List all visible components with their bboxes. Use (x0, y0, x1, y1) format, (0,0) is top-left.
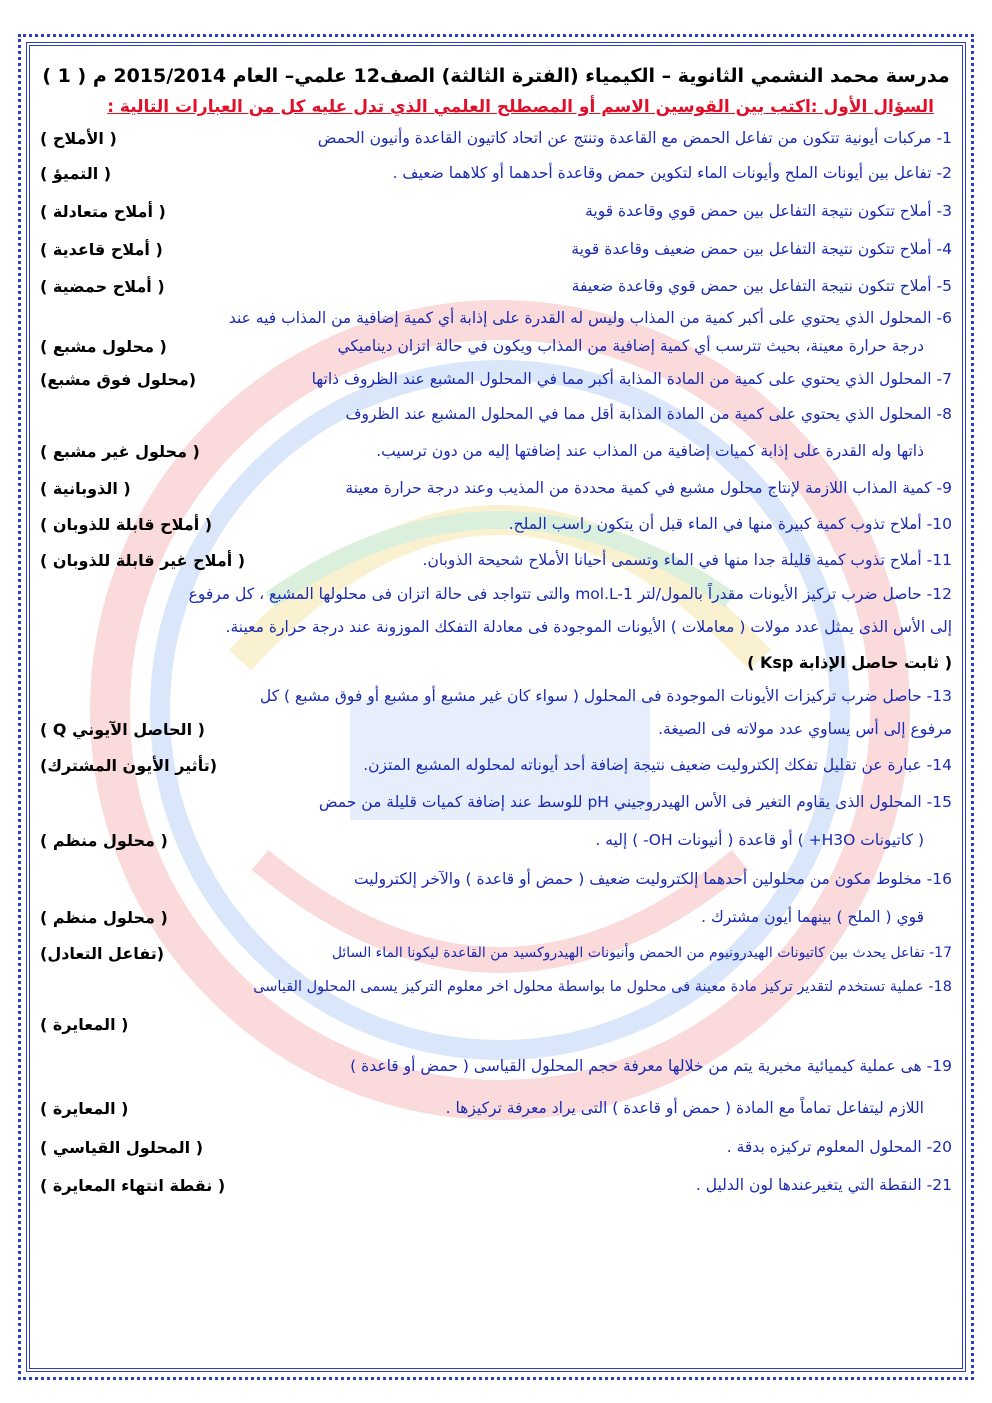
list-item (40, 1166, 952, 1204)
list-item (40, 362, 952, 396)
list-item (40, 506, 952, 542)
item-number: 3- (936, 202, 952, 220)
item-answer: ( أملاح قاعدية ) (40, 239, 163, 259)
list-item (40, 122, 952, 154)
item-number: 8- (936, 405, 952, 423)
page-title: مدرسة محمد النشمي الثانوية – الكيمياء (الفترة الثالثة) الصف12 علمي– العام 2015/2014 م ( 1 ) (42, 65, 950, 87)
list-item (40, 304, 952, 362)
item-answer: ( ثابت حاصل الإذابة Ksp ) (747, 652, 952, 672)
item-answer: ( الحاصل الآيوني Q ) (40, 719, 205, 739)
item-text: مركبات أيونية تتكون من تفاعل الحمض مع القاعدة وتنتج عن اتحاد كاتيون القاعدة وأنيون الحمض (317, 129, 932, 147)
item-number: 20- (926, 1138, 952, 1156)
item-text: أملاح تتكون نتيجة التفاعل بين حمض قوي وقاعدة ضعيفة (571, 277, 932, 295)
item-number: 6- (936, 309, 952, 327)
item-number: 16- (926, 870, 952, 888)
item-number: 21- (926, 1176, 952, 1194)
worksheet (40, 60, 952, 1204)
item-text: قوي ( الملح ) بينهما أيون مشترك . (701, 908, 924, 926)
item-number: 7- (936, 370, 952, 388)
item-text: عملية تستخدم لتقدير تركيز مادة معينة فى محلول ما بواسطة محلول اخر معلوم التركيز يسمى المحلول القياسى (253, 979, 924, 995)
item-answer: ( المحلول القياسي ) (40, 1137, 203, 1157)
item-number: 13- (926, 687, 952, 705)
list-item (40, 192, 952, 230)
item-text: المحلول الذي يحتوي على كمية من المادة المذابة أكبر مما في المحلول المشبع عند الظروف ذاتها (311, 370, 932, 388)
item-answer: ( محلول منظم ) (40, 907, 168, 927)
item-answer: ( أملاح غير قابلة للذوبان ) (40, 550, 246, 570)
list-item (40, 230, 952, 268)
item-text: حاصل ضرب تركيزات الأيونات الموجودة فى المحلول ( سواء كان غير مشبع أو مشبع أو فوق مشبع ) كل (259, 687, 922, 705)
item-answer: (تأثير الأيون المشترك) (40, 755, 218, 775)
item-text: أملاح تذوب كمية قليلة جدا منها في الماء وتسمى أحيانا الأملاح شحيحة الذوبان. (422, 551, 922, 569)
item-text: مرفوع إلى أس يساوي عدد مولاته فى الصيغة. (658, 720, 952, 738)
item-answer: ( محلول غير مشبع ) (40, 441, 200, 461)
item-text: مخلوط مكون من محلولين أحدهما إلكتروليت ضعيف ( حمض أو قاعدة ) والآخر إلكتروليت (353, 870, 922, 888)
item-answer: ( التميؤ ) (40, 163, 112, 183)
item-text: المحلول الذي يحتوي على كمية من المادة المذابة أقل مما في المحلول المشبع عند الظروف (345, 405, 932, 423)
item-number: 14- (926, 756, 952, 774)
item-answer: ( أملاح متعادلة ) (40, 201, 166, 221)
list-item (40, 746, 952, 784)
item-text: إلى الأس الذى يمثل عدد مولات ( معاملات ) الأيونات الموجودة فى معادلة التفكك الموزونة عند درجة حرارة معينة. (225, 618, 952, 636)
item-text: درجة حرارة معينة، بحيث تترسب أي كمية إضافية من المذاب ويكون في حالة اتزان ديناميكي (337, 337, 924, 355)
item-text: أملاح تذوب كمية كبيرة منها في الماء قبل أن يتكون راسب الملح. (508, 515, 922, 533)
item-text: أملاح تتكون نتيجة التفاعل بين حمض قوي وقاعدة قوية (585, 202, 932, 220)
item-text: عبارة عن تقليل تفكك إلكتروليت ضعيف نتيجة إضافة أحد أيوناته لمحلوله المشبع المتزن. (363, 756, 922, 774)
list-item (40, 1044, 952, 1128)
item-answer: ( نقطة انتهاء المعايرة ) (40, 1175, 226, 1195)
item-number: 2- (936, 164, 952, 182)
item-text: هى عملية كيميائية مخبرية يتم من خلالها معرفة حجم المحلول القياسى ( حمض أو قاعدة ) (350, 1057, 922, 1075)
list-item (40, 154, 952, 192)
list-item (40, 970, 952, 1044)
item-answer: (تفاعل التعادل) (40, 943, 165, 963)
list-item (40, 680, 952, 746)
item-answer: (محلول فوق مشبع) (40, 369, 197, 389)
item-number: 4- (936, 240, 952, 258)
item-number: 19- (926, 1057, 952, 1075)
list-item (40, 1128, 952, 1166)
item-number: 9- (936, 479, 952, 497)
item-answer: ( محلول منظم ) (40, 830, 168, 850)
list-item (40, 396, 952, 470)
item-answer: ( المعايرة ) (40, 1014, 129, 1034)
item-answer: ( الأملاح ) (40, 128, 117, 148)
item-answer: ( أملاح حمضية ) (40, 276, 165, 296)
item-number: 5- (936, 277, 952, 295)
item-number: 1- (936, 129, 952, 147)
item-text: ذاتها وله القدرة على إذابة كميات إضافية من المذاب عند إضافتها إليه من دون ترسيب. (376, 442, 924, 460)
item-text: المحلول الذى يقاوم التغير فى الأس الهيدروجيني pH للوسط عند إضافة كميات قليلة من حمض (318, 793, 922, 811)
item-number: 11- (926, 551, 952, 569)
item-text: اللازم ليتفاعل تماماً مع المادة ( حمض أو قاعدة ) التى يراد معرفة تركيزها . (445, 1099, 924, 1117)
item-answer: ( المعايرة ) (40, 1098, 129, 1118)
list-item (40, 784, 952, 860)
item-number: 15- (926, 793, 952, 811)
list-item (40, 860, 952, 936)
item-text: تفاعل يحدث بين كاتيونات الهيدرونيوم من الحمض وأنيونات الهيدروكسيد من القاعدة ليكونا الماء السائل (331, 945, 925, 961)
item-text: المحلول الذي يحتوي على أكبر كمية من المذاب وليس له القدرة على إذابة أي كمية إضافية من المذاب فيه عند (228, 309, 932, 327)
item-number: 12- (926, 585, 952, 603)
item-text: حاصل ضرب تركيز الأيونات مقدراً بالمول/لتر mol.L-1 والتى تتواجد فى حالة اتزان فى محلولها المشبع ، كل مرفوع (188, 585, 922, 603)
item-text: النقطة التي يتغيرعندها لون الدليل . (695, 1176, 922, 1194)
item-answer: ( أملاح قابلة للذوبان ) (40, 514, 213, 534)
item-text: ( كاتيونات H3O+ ) أو قاعدة ( أنيونات OH- ) إليه . (595, 831, 924, 849)
item-number: 10- (926, 515, 952, 533)
list-item (40, 470, 952, 506)
item-text: كمية المذاب اللازمة لإنتاج محلول مشبع في كمية محددة من المذيب وعند درجة حرارة معينة (345, 479, 932, 497)
item-answer: ( الذوبانية ) (40, 478, 131, 498)
item-number: 18- (928, 979, 952, 995)
item-text: المحلول المعلوم تركيزه بدقة . (726, 1138, 922, 1156)
list-item (40, 578, 952, 680)
item-text: أملاح تتكون نتيجة التفاعل بين حمض ضعيف وقاعدة قوية (571, 240, 932, 258)
item-answer: ( محلول مشبع ) (40, 336, 167, 356)
list-item (40, 542, 952, 578)
list-item (40, 936, 952, 970)
item-text: تفاعل بين أيونات الملح وأيونات الماء لتكوين حمض وقاعدة أحدهما أو كلاهما ضعيف . (392, 164, 932, 182)
list-item (40, 268, 952, 304)
item-number: 17- (929, 945, 952, 961)
question-heading: السؤال الأول :اكتب بين القوسين الاسم أو المصطلح العلمي الذي تدل عليه كل من العبارات التالية : (107, 97, 934, 117)
